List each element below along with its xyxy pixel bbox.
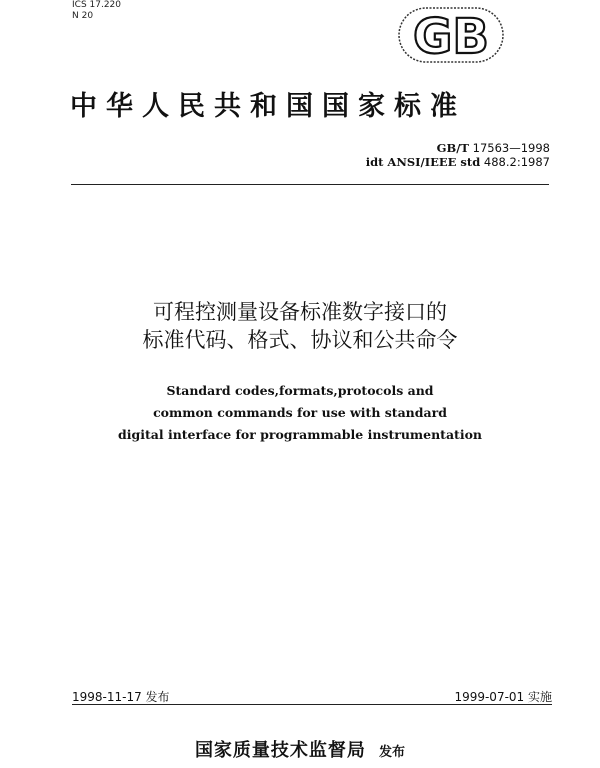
english-title-line-2: common commands for use with standard [153, 405, 447, 420]
gb-logo [397, 6, 505, 64]
date-rule [72, 704, 552, 705]
chinese-title-line-2: 标准代码、格式、协议和公共命令 [142, 328, 458, 352]
implementation-date: 1999-07-01 实施 [454, 690, 552, 704]
chinese-title [0, 298, 600, 354]
publisher [0, 736, 600, 762]
chinese-title-line-1: 可程控测量设备标准数字接口的 [153, 300, 447, 324]
idt-prefix: idt ANSI/IEEE std [365, 155, 481, 169]
english-title [0, 380, 600, 446]
date-row [72, 688, 552, 706]
header-rule [71, 184, 549, 185]
ccs-code: N 20 [72, 11, 94, 21]
publisher-org: 国家质量技术监督局 [194, 740, 366, 761]
national-standard-title: 中华人民共和国国家标准 [70, 91, 466, 122]
english-title-line-1: Standard codes,formats,protocols and [166, 383, 434, 398]
publisher-action: 发布 [379, 745, 406, 760]
classification-codes [72, 0, 121, 22]
logo-text: GB [413, 9, 489, 64]
ics-code: ICS 17.220 [72, 0, 122, 10]
idt-number: 488.2:1987 [483, 155, 550, 169]
gb-prefix: GB/T [436, 141, 469, 155]
issue-date: 1998-11-17 发布 [72, 690, 170, 704]
english-title-line-3: digital interface for programmable instrumentation [118, 427, 482, 442]
standard-codes [366, 141, 550, 169]
gb-number: 17563—1998 [472, 141, 550, 155]
